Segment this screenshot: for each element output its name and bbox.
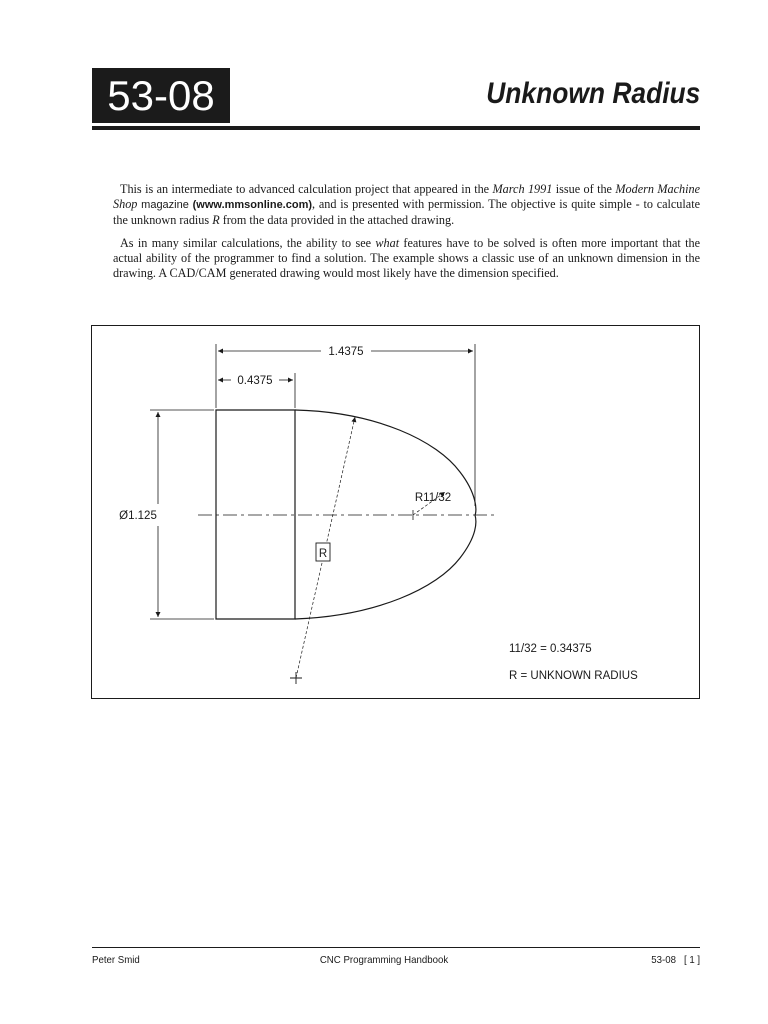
footer-book-title: CNC Programming Handbook xyxy=(319,954,449,966)
radius-center-mark xyxy=(290,672,302,684)
emphasis-what: what xyxy=(375,236,400,250)
footer-rule xyxy=(92,947,700,948)
note-conversion: 11/32 = 0.34375 xyxy=(509,643,592,655)
drawing-figure xyxy=(91,325,700,699)
ogive-profile xyxy=(295,410,476,619)
header-rule xyxy=(92,126,700,130)
page-number-badge: 53-08 xyxy=(92,68,230,123)
note-unknown-radius: R = UNKNOWN RADIUS xyxy=(509,670,638,682)
cylinder-body xyxy=(216,410,295,619)
part-outline xyxy=(216,410,476,619)
dim-shoulder-length: 0.4375 xyxy=(237,375,273,387)
intro-paragraph-2: As in many similar calculations, the ability to see what features have to be solved is often more important that the actual ability of the programmer to find a solution. The example shows a classic use of an unknown dimension in the drawing. A CAD/CAM generated drawing would most likely have the dimension specified. xyxy=(113,236,700,280)
intro-text xyxy=(113,182,700,289)
dim-tip-radius: R11/32 xyxy=(414,492,452,504)
website-link[interactable]: (www.mmsonline.com) xyxy=(192,199,313,211)
dimension-lines xyxy=(158,351,473,617)
unknown-radius-tag: R xyxy=(318,548,328,560)
radius-symbol: R xyxy=(212,213,220,227)
dim-overall-length: 1.4375 xyxy=(328,346,364,358)
extension-lines xyxy=(150,344,475,619)
technical-drawing xyxy=(92,326,699,698)
issue-date: March 1991 xyxy=(492,182,553,196)
magazine-name: Modern Machine Shop xyxy=(113,182,701,211)
footer-page-ref: 53-08 [ 1 ] xyxy=(651,954,700,966)
dim-diameter: Ø1.125 xyxy=(119,510,157,522)
footer-author: Peter Smid xyxy=(92,954,140,966)
intro-paragraph-1: This is an intermediate to advanced calculation project that appeared in the March 1991 issue of the Modern Machine Shop magazine (www.mmsonline.com), and is presented with permission. The objective is quite simple - to calculate the unknown radius R from the data provided in the attached drawing. xyxy=(113,182,701,227)
page-title: Unknown Radius xyxy=(485,77,700,110)
